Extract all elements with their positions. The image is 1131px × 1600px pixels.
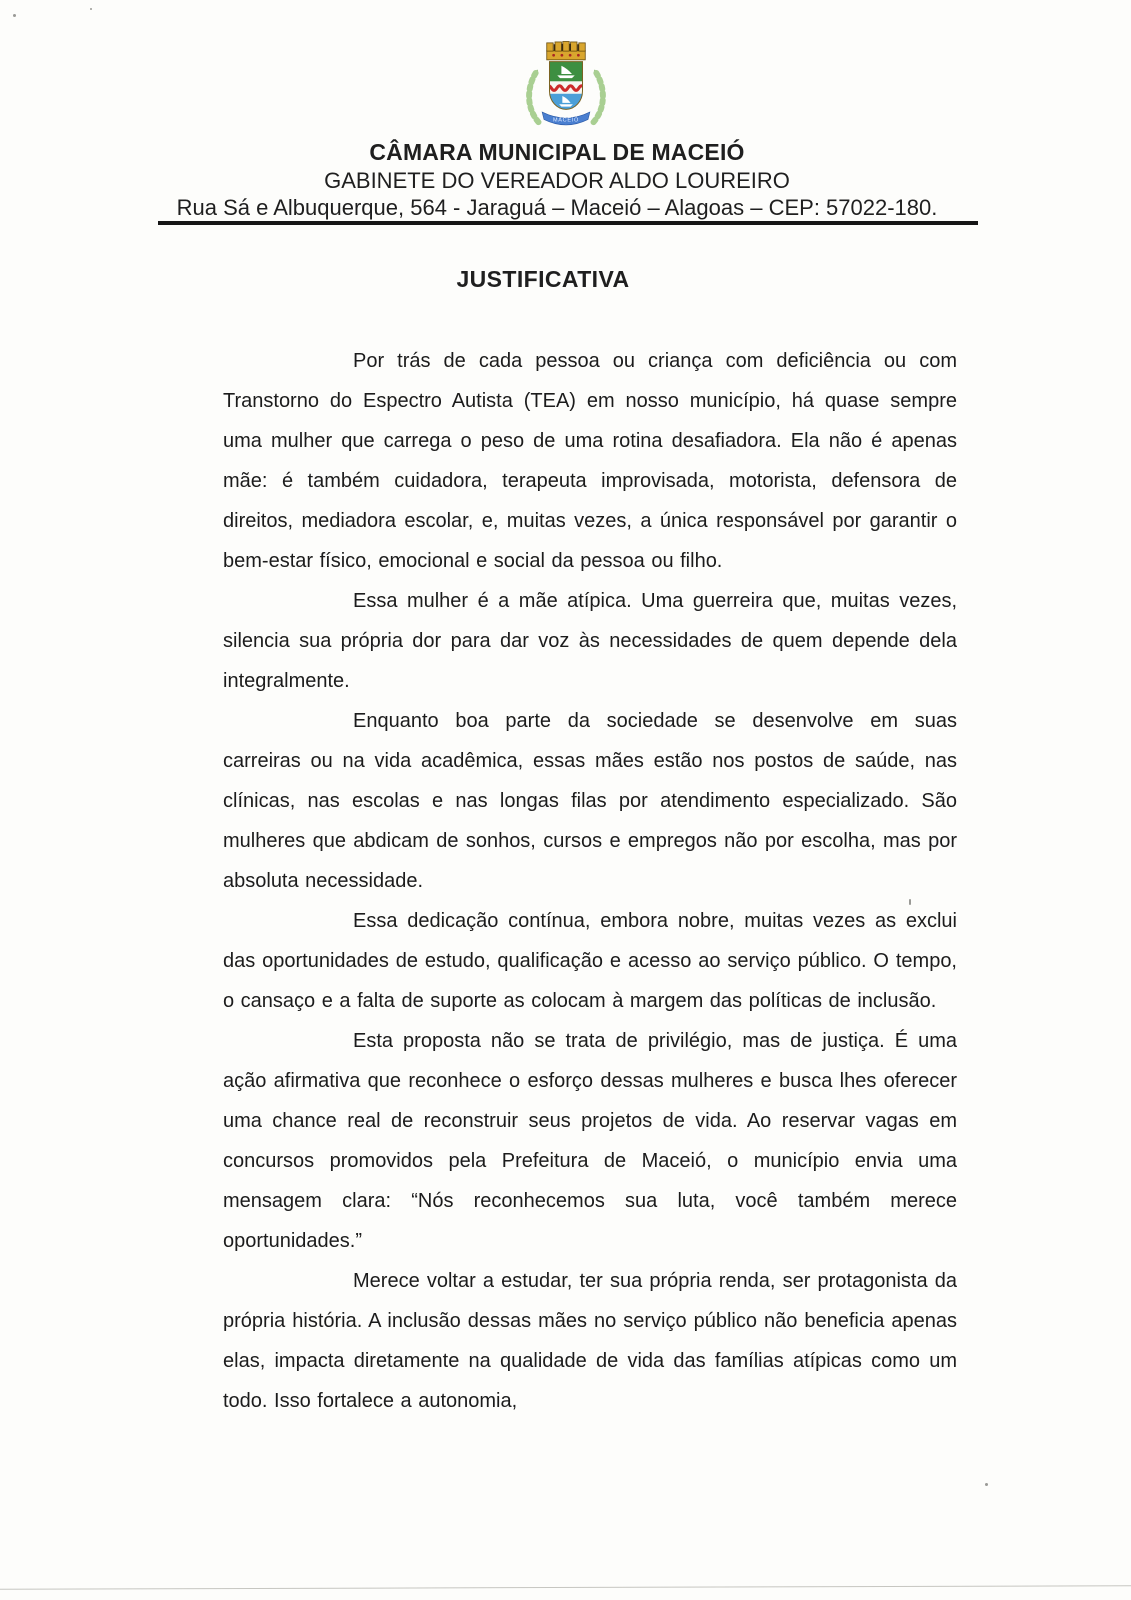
paragraph-3: Enquanto boa parte da sociedade se desenvolve em suas carreiras ou na vida acadêmica, essas mães estão nos postos de saúde, nas clínicas, nas escolas e nas longas filas por atendimento especializado. São mulheres que abdicam de sonhos, cursos e empregos não por escolha, mas por absoluta necessidade. bbox=[223, 710, 957, 892]
org-name: CÂMARA MUNICIPAL DE MACEIÓ bbox=[369, 139, 745, 165]
header-divider bbox=[158, 221, 978, 225]
paragraph-4: Essa dedicação contínua, embora nobre, muitas vezes as exclui das oportunidades de estudo, qualificação e acesso ao serviço público. O tempo, o cansaço e a falta de suporte as colocam à margem das políticas de inclusão. bbox=[223, 910, 957, 1012]
document-title: JUSTIFICATIVA bbox=[456, 266, 630, 292]
shield-icon bbox=[545, 61, 589, 117]
laurel-right-icon bbox=[593, 70, 602, 122]
maceio-coat-of-arms-icon bbox=[510, 36, 622, 146]
document-body bbox=[223, 341, 957, 1421]
ribbon-banner bbox=[542, 112, 590, 125]
crown-icon bbox=[546, 42, 585, 60]
paragraph-5: Esta proposta não se trata de privilégio, mas de justiça. É uma ação afirmativa que reconhece o esforço dessas mulheres e busca lhes oferecer uma chance real de reconstruir seus projetos de vida. Ao reservar vagas em concursos promovidos pela Prefeitura de Maceió, o município envia uma mensagem clara: “Nós reconhecemos sua luta, você também merece oportunidades.” bbox=[223, 1030, 957, 1252]
scan-speck bbox=[90, 8, 92, 10]
paragraph-1: Por trás de cada pessoa ou criança com deficiência ou com Transtorno do Espectro Autista (TEA) em nosso município, há quase sempre uma mulher que carrega o peso de uma rotina desafiadora. Ela não é apenas mãe: é também cuidadora, terapeuta improvisada, motorista, defensora de direitos, mediadora escolar, e, muitas vezes, a única responsável por garantir o bem-estar físico, emocional e social da pessoa ou filho. bbox=[223, 350, 957, 572]
scan-speck bbox=[985, 1483, 988, 1486]
paragraph-2: Essa mulher é a mãe atípica. Uma guerreira que, muitas vezes, silencia sua própria dor para dar voz às necessidades de quem depende dela integralmente. bbox=[223, 590, 957, 692]
scan-speck bbox=[909, 899, 911, 905]
address-line: Rua Sá e Albuquerque, 564 - Jaraguá – Maceió – Alagoas – CEP: 57022-180. bbox=[176, 195, 938, 220]
office-name: GABINETE DO VEREADOR ALDO LOUREIRO bbox=[324, 168, 790, 193]
crest-motto: MACEIÓ bbox=[552, 117, 579, 124]
laurel-left-icon bbox=[529, 70, 538, 122]
scan-artifact-line bbox=[0, 1585, 1131, 1590]
scan-speck bbox=[13, 14, 16, 17]
paragraph-6: Merece voltar a estudar, ter sua própria renda, ser protagonista da própria história. A inclusão dessas mães no serviço público não beneficia apenas elas, impacta diretamente na qualidade de vida das famílias atípicas como um todo. Isso fortalece a autonomia, bbox=[223, 1270, 957, 1412]
